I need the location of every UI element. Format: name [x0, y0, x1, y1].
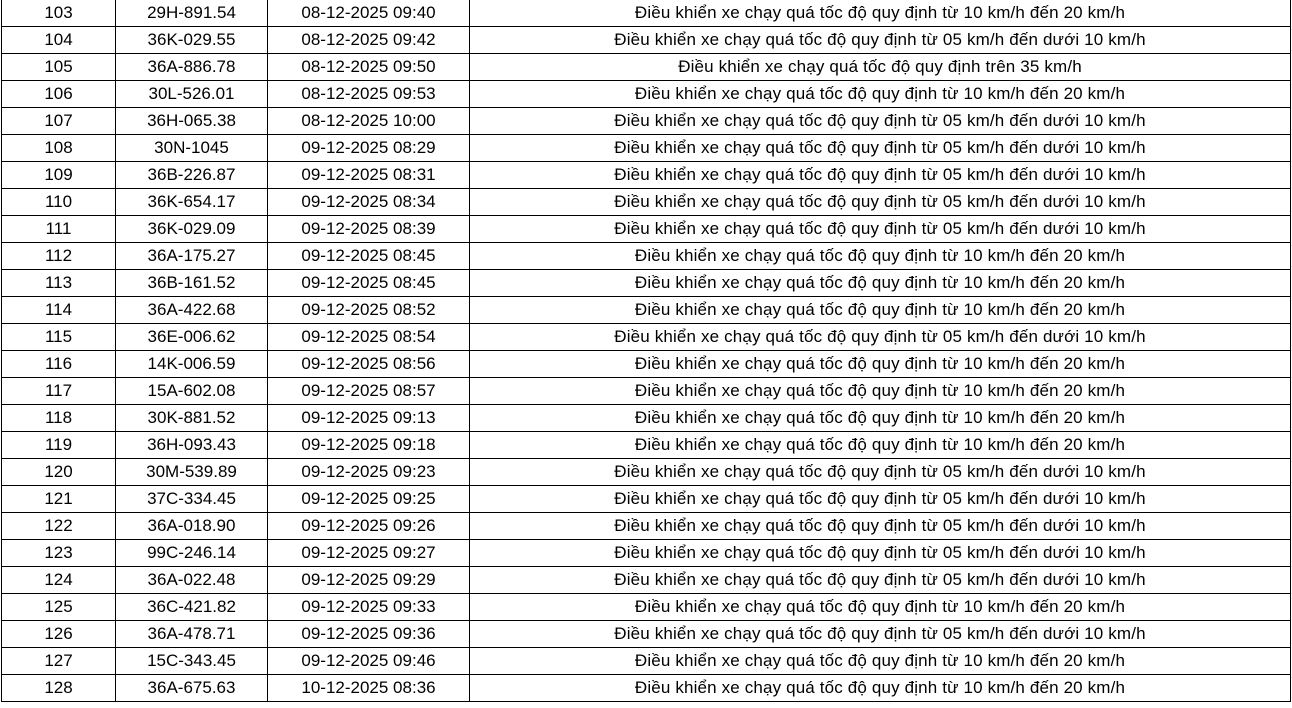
violation-time-cell: 09-12-2025 08:29 [268, 135, 470, 162]
table-row [2, 216, 1291, 243]
table-row [2, 648, 1291, 675]
violation-time-cell: 09-12-2025 09:18 [268, 432, 470, 459]
table-row [2, 513, 1291, 540]
table-row [2, 351, 1291, 378]
table-row [2, 621, 1291, 648]
license-plate-cell: 30N-1045 [116, 135, 268, 162]
row-number-cell: 124 [2, 567, 116, 594]
violation-description-cell: Điều khiển xe chạy quá tốc độ quy định từ 05 km/h đến dưới 10 km/h [470, 189, 1291, 216]
violation-description-cell: Điều khiển xe chạy quá tốc độ quy định từ 10 km/h đến 20 km/h [470, 432, 1291, 459]
license-plate-cell: 36K-029.55 [116, 27, 268, 54]
row-number-cell: 117 [2, 378, 116, 405]
row-number-cell: 112 [2, 243, 116, 270]
license-plate-cell: 36B-161.52 [116, 270, 268, 297]
row-number-cell: 111 [2, 216, 116, 243]
violation-description-cell: Điều khiển xe chạy quá tốc độ quy định từ 10 km/h đến 20 km/h [470, 594, 1291, 621]
violation-time-cell: 09-12-2025 08:39 [268, 216, 470, 243]
table-row [2, 297, 1291, 324]
license-plate-cell: 15C-343.45 [116, 648, 268, 675]
table-row [2, 675, 1291, 702]
license-plate-cell: 36A-022.48 [116, 567, 268, 594]
table-row [2, 405, 1291, 432]
license-plate-cell: 36A-018.90 [116, 513, 268, 540]
violation-time-cell: 09-12-2025 09:13 [268, 405, 470, 432]
license-plate-cell: 36H-065.38 [116, 108, 268, 135]
violation-time-cell: 09-12-2025 08:54 [268, 324, 470, 351]
violation-description-cell: Điều khiển xe chạy quá tốc độ quy định từ 10 km/h đến 20 km/h [470, 351, 1291, 378]
license-plate-cell: 29H-891.54 [116, 0, 268, 27]
violation-description-cell: Điều khiển xe chạy quá tốc độ quy định từ 10 km/h đến 20 km/h [470, 648, 1291, 675]
row-number-cell: 110 [2, 189, 116, 216]
table-row [2, 81, 1291, 108]
table-row [2, 594, 1291, 621]
license-plate-cell: 36B-226.87 [116, 162, 268, 189]
violation-time-cell: 09-12-2025 09:26 [268, 513, 470, 540]
violation-description-cell: Điều khiển xe chạy quá tốc độ quy định từ 10 km/h đến 20 km/h [470, 297, 1291, 324]
table-row [2, 162, 1291, 189]
violation-description-cell: Điều khiển xe chạy quá tốc độ quy định từ 05 km/h đến dưới 10 km/h [470, 135, 1291, 162]
table-row [2, 189, 1291, 216]
violation-description-cell: Điều khiển xe chạy quá tốc độ quy định từ 05 km/h đến dưới 10 km/h [470, 513, 1291, 540]
table-row [2, 567, 1291, 594]
license-plate-cell: 36A-422.68 [116, 297, 268, 324]
row-number-cell: 116 [2, 351, 116, 378]
license-plate-cell: 30L-526.01 [116, 81, 268, 108]
table-row [2, 243, 1291, 270]
violation-description-cell: Điều khiển xe chạy quá tốc độ quy định từ 10 km/h đến 20 km/h [470, 243, 1291, 270]
violation-time-cell: 09-12-2025 09:36 [268, 621, 470, 648]
violation-description-cell: Điều khiển xe chạy quá tốc độ quy định từ 05 km/h đến dưới 10 km/h [470, 324, 1291, 351]
violation-time-cell: 09-12-2025 08:56 [268, 351, 470, 378]
license-plate-cell: 37C-334.45 [116, 486, 268, 513]
license-plate-cell: 36A-675.63 [116, 675, 268, 702]
violation-time-cell: 10-12-2025 08:36 [268, 675, 470, 702]
row-number-cell: 114 [2, 297, 116, 324]
violation-description-cell: Điều khiển xe chạy quá tốc độ quy định từ 05 km/h đến dưới 10 km/h [470, 459, 1291, 486]
violation-description-cell: Điều khiển xe chạy quá tốc độ quy định trên 35 km/h [470, 54, 1291, 81]
violation-description-cell: Điều khiển xe chạy quá tốc độ quy định từ 10 km/h đến 20 km/h [470, 675, 1291, 702]
violation-time-cell: 08-12-2025 09:53 [268, 81, 470, 108]
row-number-cell: 113 [2, 270, 116, 297]
table-row [2, 0, 1291, 27]
table-row [2, 108, 1291, 135]
table-row [2, 486, 1291, 513]
license-plate-cell: 36A-478.71 [116, 621, 268, 648]
table-row [2, 135, 1291, 162]
license-plate-cell: 36K-029.09 [116, 216, 268, 243]
row-number-cell: 126 [2, 621, 116, 648]
table-row [2, 432, 1291, 459]
table-row [2, 270, 1291, 297]
license-plate-cell: 30M-539.89 [116, 459, 268, 486]
license-plate-cell: 30K-881.52 [116, 405, 268, 432]
row-number-cell: 119 [2, 432, 116, 459]
violation-time-cell: 09-12-2025 09:33 [268, 594, 470, 621]
violation-description-cell: Điều khiển xe chạy quá tốc độ quy định từ 05 km/h đến dưới 10 km/h [470, 162, 1291, 189]
row-number-cell: 107 [2, 108, 116, 135]
violation-time-cell: 09-12-2025 09:46 [268, 648, 470, 675]
row-number-cell: 121 [2, 486, 116, 513]
violation-time-cell: 09-12-2025 09:25 [268, 486, 470, 513]
license-plate-cell: 15A-602.08 [116, 378, 268, 405]
violation-time-cell: 09-12-2025 08:31 [268, 162, 470, 189]
violation-description-cell: Điều khiển xe chạy quá tốc độ quy định từ 05 km/h đến dưới 10 km/h [470, 567, 1291, 594]
table-row [2, 324, 1291, 351]
violation-description-cell: Điều khiển xe chạy quá tốc độ quy định từ 10 km/h đến 20 km/h [470, 378, 1291, 405]
violation-time-cell: 09-12-2025 08:34 [268, 189, 470, 216]
license-plate-cell: 36K-654.17 [116, 189, 268, 216]
violation-description-cell: Điều khiển xe chạy quá tốc độ quy định từ 05 km/h đến dưới 10 km/h [470, 540, 1291, 567]
violation-description-cell: Điều khiển xe chạy quá tốc độ quy định từ 10 km/h đến 20 km/h [470, 0, 1291, 27]
row-number-cell: 127 [2, 648, 116, 675]
row-number-cell: 125 [2, 594, 116, 621]
violation-time-cell: 08-12-2025 10:00 [268, 108, 470, 135]
row-number-cell: 103 [2, 0, 116, 27]
violation-time-cell: 09-12-2025 09:23 [268, 459, 470, 486]
row-number-cell: 106 [2, 81, 116, 108]
license-plate-cell: 36H-093.43 [116, 432, 268, 459]
violation-time-cell: 09-12-2025 09:29 [268, 567, 470, 594]
row-number-cell: 104 [2, 27, 116, 54]
violation-description-cell: Điều khiển xe chạy quá tốc độ quy định từ 05 km/h đến dưới 10 km/h [470, 621, 1291, 648]
license-plate-cell: 36A-175.27 [116, 243, 268, 270]
row-number-cell: 105 [2, 54, 116, 81]
violations-table-body [2, 0, 1291, 702]
row-number-cell: 115 [2, 324, 116, 351]
violation-time-cell: 09-12-2025 08:52 [268, 297, 470, 324]
license-plate-cell: 14K-006.59 [116, 351, 268, 378]
violation-description-cell: Điều khiển xe chạy quá tốc độ quy định từ 10 km/h đến 20 km/h [470, 405, 1291, 432]
license-plate-cell: 36E-006.62 [116, 324, 268, 351]
violations-table [1, 0, 1291, 702]
violation-description-cell: Điều khiển xe chạy quá tốc độ quy định từ 05 km/h đến dưới 10 km/h [470, 216, 1291, 243]
license-plate-cell: 99C-246.14 [116, 540, 268, 567]
row-number-cell: 123 [2, 540, 116, 567]
row-number-cell: 109 [2, 162, 116, 189]
violation-description-cell: Điều khiển xe chạy quá tốc độ quy định từ 05 km/h đến dưới 10 km/h [470, 108, 1291, 135]
violation-description-cell: Điều khiển xe chạy quá tốc độ quy định từ 10 km/h đến 20 km/h [470, 270, 1291, 297]
table-row [2, 540, 1291, 567]
violation-time-cell: 09-12-2025 09:27 [268, 540, 470, 567]
violation-description-cell: Điều khiển xe chạy quá tốc độ quy định từ 05 km/h đến dưới 10 km/h [470, 27, 1291, 54]
license-plate-cell: 36A-886.78 [116, 54, 268, 81]
table-row [2, 54, 1291, 81]
violation-time-cell: 08-12-2025 09:42 [268, 27, 470, 54]
violation-time-cell: 09-12-2025 08:45 [268, 270, 470, 297]
table-row [2, 27, 1291, 54]
row-number-cell: 122 [2, 513, 116, 540]
violation-time-cell: 08-12-2025 09:50 [268, 54, 470, 81]
row-number-cell: 108 [2, 135, 116, 162]
violation-description-cell: Điều khiển xe chạy quá tốc độ quy định từ 05 km/h đến dưới 10 km/h [470, 486, 1291, 513]
violation-description-cell: Điều khiển xe chạy quá tốc độ quy định từ 10 km/h đến 20 km/h [470, 81, 1291, 108]
table-row [2, 378, 1291, 405]
row-number-cell: 120 [2, 459, 116, 486]
violation-time-cell: 08-12-2025 09:40 [268, 0, 470, 27]
violation-time-cell: 09-12-2025 08:45 [268, 243, 470, 270]
license-plate-cell: 36C-421.82 [116, 594, 268, 621]
table-row [2, 459, 1291, 486]
violation-time-cell: 09-12-2025 08:57 [268, 378, 470, 405]
row-number-cell: 128 [2, 675, 116, 702]
row-number-cell: 118 [2, 405, 116, 432]
